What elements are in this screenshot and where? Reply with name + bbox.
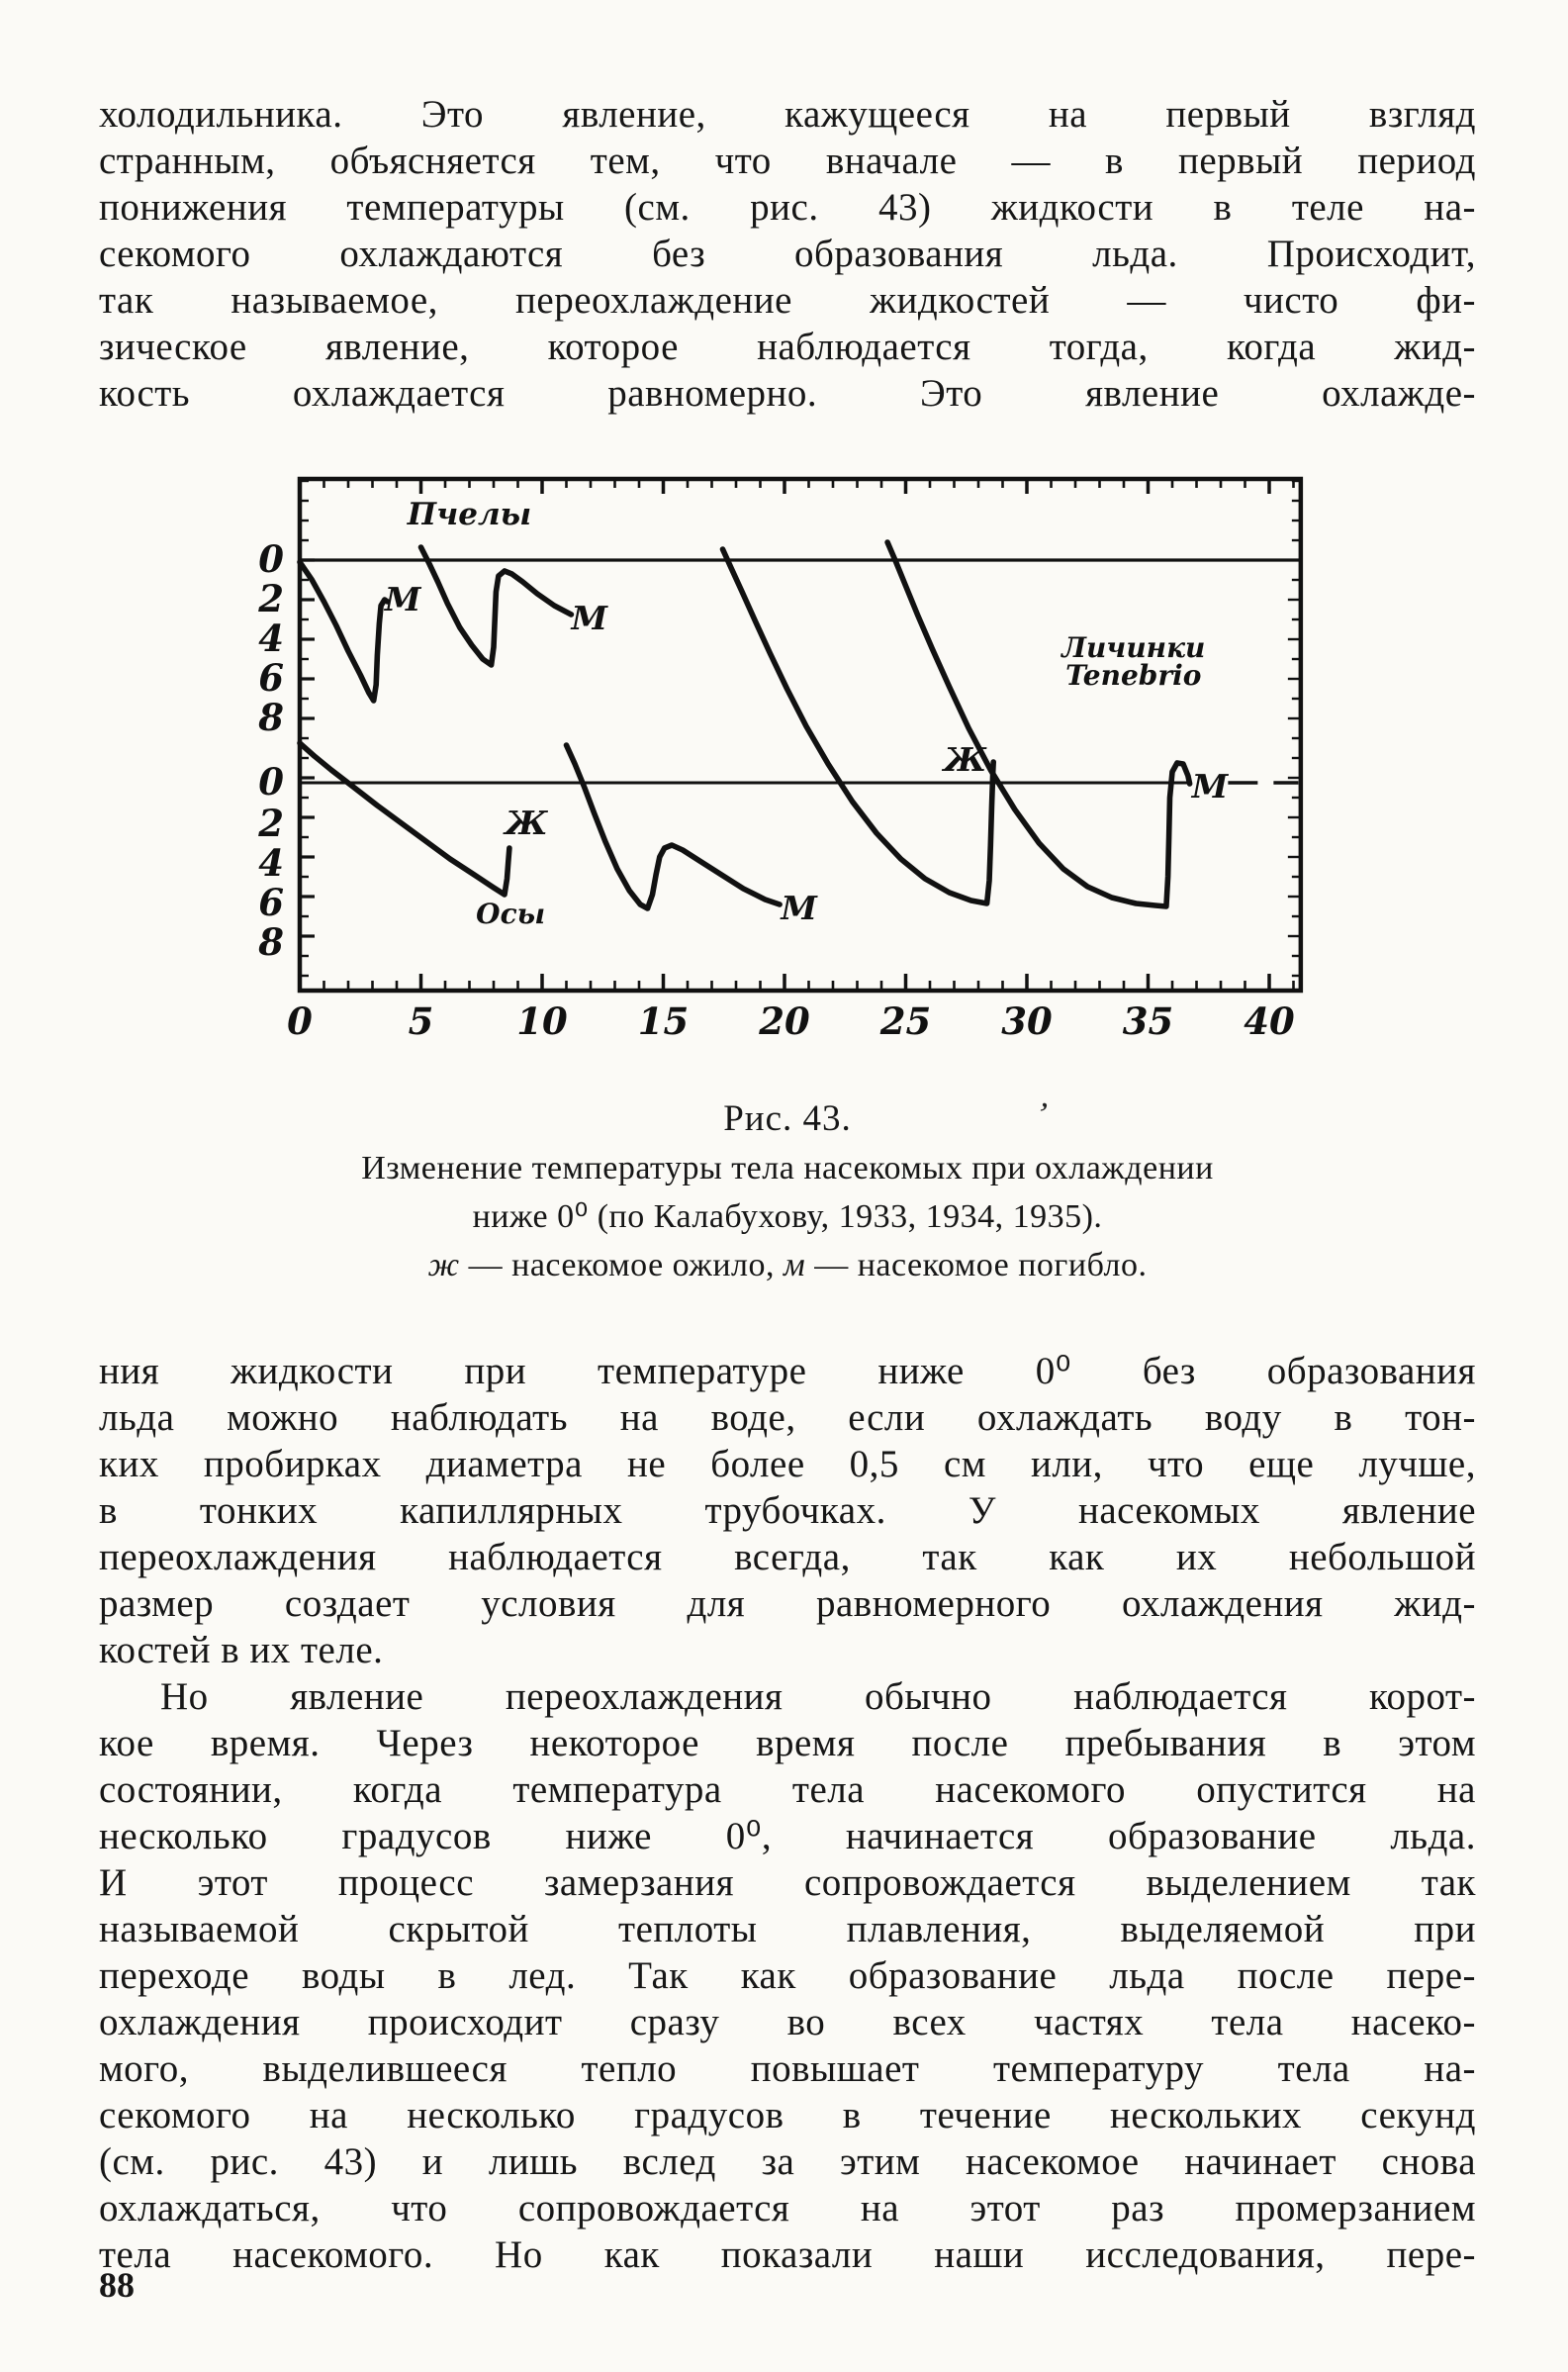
svg-text:0: 0	[258, 537, 284, 581]
figure-caption-line: ниже 0⁰ (по Калабухову, 1933, 1934, 1935).	[472, 1198, 1103, 1235]
svg-text:Личинки: Личинки	[1061, 631, 1206, 664]
text-line: в тонких капиллярных трубочках. У насекомых явление	[99, 1489, 1476, 1532]
legend-zh-symbol: ж	[427, 1247, 460, 1283]
text-line: секомого на несколько градусов в течение нескольких секунд	[99, 2094, 1476, 2136]
svg-text:М: М	[384, 580, 421, 618]
svg-text:6: 6	[258, 881, 284, 924]
figure-caption-title: Рис. 43.	[723, 1098, 852, 1139]
text-line: (см. рис. 43) и лишь вслед за этим насекомое начинает снова	[99, 2140, 1476, 2183]
text-line: секомого охлаждаются без образования льда. Происходит,	[99, 233, 1476, 275]
svg-text:0: 0	[258, 760, 284, 804]
text-line: охлаждения происходит сразу во всех частях тела насеко-	[99, 2001, 1476, 2043]
svg-text:6: 6	[258, 656, 284, 700]
svg-text:15: 15	[637, 999, 690, 1043]
text-line: странным, объясняется тем, что вначале — в первый период	[99, 140, 1476, 182]
svg-text:Ж: Ж	[943, 740, 987, 779]
svg-text:М: М	[571, 599, 608, 637]
svg-text:5: 5	[408, 999, 434, 1043]
svg-text:30: 30	[1001, 999, 1053, 1043]
svg-text:М: М	[781, 889, 817, 927]
text-line: называемой скрытой теплоты плавления, выделяемой при	[99, 1908, 1476, 1950]
svg-text:2: 2	[258, 577, 284, 620]
svg-text:20: 20	[759, 999, 810, 1043]
text-line: переходе воды в лед. Так как образование льда после пере-	[99, 1954, 1476, 1997]
text-line: кость охлаждается равномерно. Это явление охлажде-	[99, 372, 1476, 415]
svg-text:2: 2	[258, 802, 284, 845]
svg-text:8: 8	[258, 696, 284, 739]
text-line: льда можно наблюдать на воде, если охлаждать воду в тон-	[99, 1396, 1476, 1439]
scan-artifact-mark: ʼ	[1033, 1095, 1053, 1134]
svg-text:25: 25	[879, 999, 932, 1043]
svg-text:35: 35	[1122, 999, 1174, 1043]
text-line: зическое явление, которое наблюдается тогда, когда жид-	[99, 326, 1476, 368]
text-line: охлаждаться, что сопровождается на этот раз промерзанием	[99, 2187, 1476, 2230]
svg-text:Tenebrio: Tenebrio	[1065, 659, 1202, 692]
legend-text: — насекомое ожило,	[459, 1247, 784, 1283]
text-line: костей в их теле.	[99, 1629, 384, 1671]
text-line: мого, выделившееся тепло повышает температуру тела на-	[99, 2047, 1476, 2090]
text-line: ния жидкости при температуре ниже 0⁰ без образования	[99, 1350, 1476, 1392]
figure-caption	[99, 1094, 1476, 1289]
svg-text:Осы: Осы	[476, 898, 546, 930]
text-line: несколько градусов ниже 0⁰, начинается образование льда.	[99, 1815, 1476, 1857]
text-line: кое время. Через некоторое время после пребывания в этом	[99, 1722, 1476, 1764]
figure-caption-line: Изменение температуры тела насекомых при охлаждении	[361, 1150, 1214, 1186]
text-line: переохлаждения наблюдается всегда, так как их небольшой	[99, 1536, 1476, 1578]
text-line: размер создает условия для равномерного охлаждения жид-	[99, 1582, 1476, 1625]
svg-text:4: 4	[258, 841, 284, 885]
svg-text:0: 0	[287, 999, 313, 1043]
svg-text:Ж: Ж	[505, 804, 548, 842]
svg-text:4: 4	[258, 617, 284, 660]
text-line: тела насекомого. Но как показали наши исследования, пере-	[99, 2233, 1476, 2276]
text-line: И этот процесс замерзания сопровождается выделением так	[99, 1861, 1476, 1904]
text-line: так называемое, переохлаждение жидкостей — чисто фи-	[99, 279, 1476, 322]
legend-text: — насекомое погибло.	[805, 1247, 1148, 1283]
svg-text:40: 40	[1244, 999, 1295, 1043]
text-line: холодильника. Это явление, кажущееся на первый взгляд	[99, 93, 1476, 136]
paragraph-top	[99, 91, 1476, 417]
text-line: понижения температуры (см. рис. 43) жидкости в теле на-	[99, 186, 1476, 229]
svg-text:Пчелы: Пчелы	[407, 497, 532, 532]
page-number: 88	[99, 2265, 135, 2305]
figure-43-chart	[138, 445, 1355, 1084]
text-line: ких пробирках диаметра не более 0,5 см или, что еще лучше,	[99, 1443, 1476, 1485]
svg-text:10: 10	[516, 999, 568, 1043]
legend-m-symbol: м	[783, 1247, 806, 1283]
paragraph-bottom	[99, 1348, 1476, 2278]
text-line: Но явление переохлаждения обычно наблюдается корот-	[160, 1675, 1476, 1718]
svg-text:М: М	[1191, 767, 1229, 806]
svg-text:8: 8	[258, 920, 284, 964]
figure-caption-legend	[99, 1241, 1476, 1289]
text-line: состоянии, когда температура тела насекомого опустится на	[99, 1768, 1476, 1811]
